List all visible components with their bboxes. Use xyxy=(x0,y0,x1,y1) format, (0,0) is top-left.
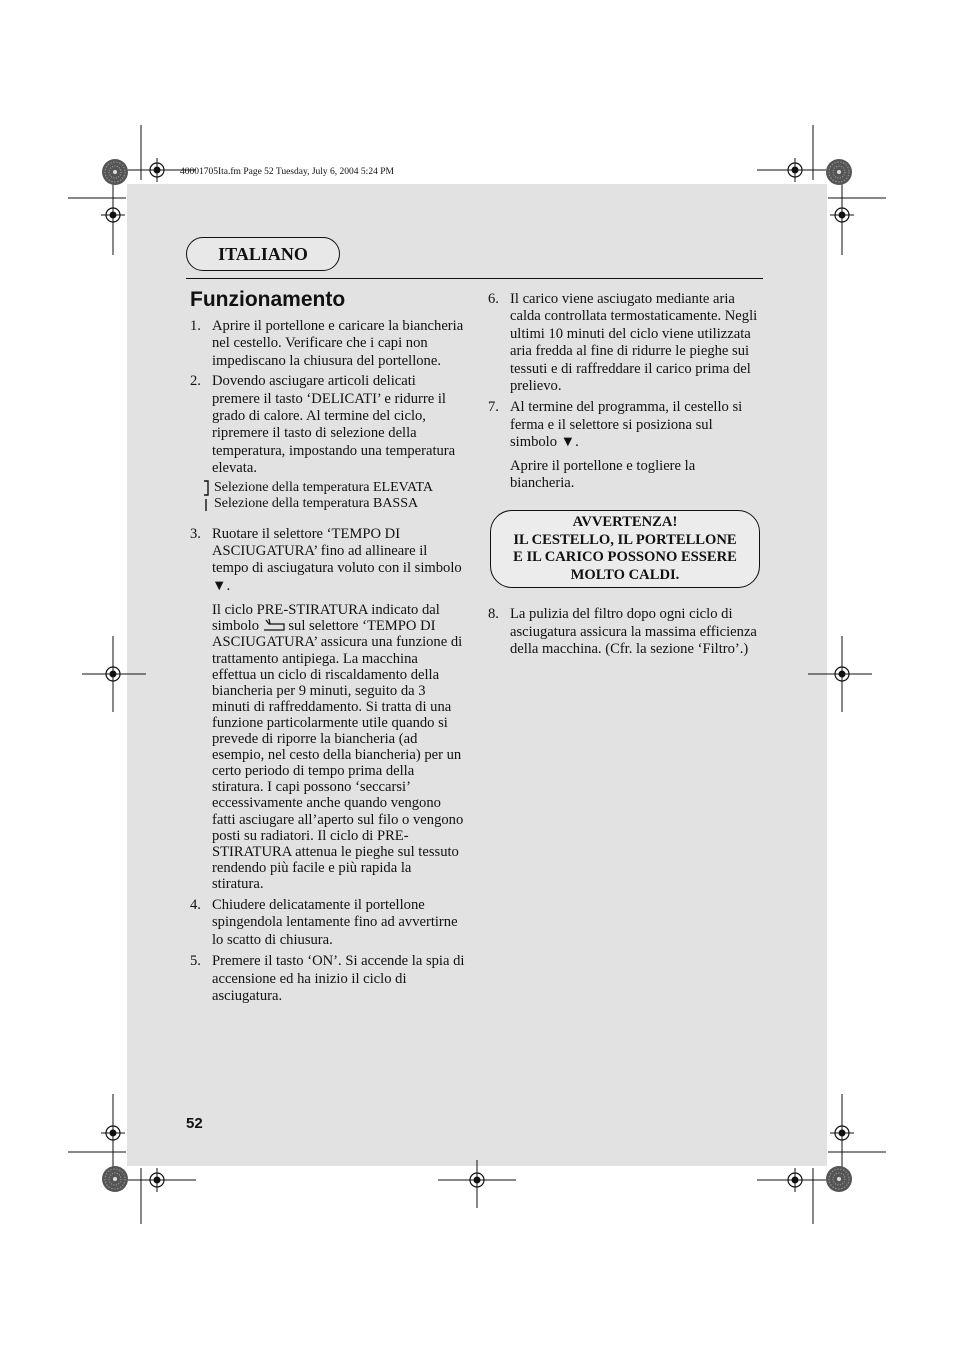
iron-icon xyxy=(263,618,285,632)
list-item: 7. Al termine del programma, il cestello si ferma e il selettore si posiziona sul simbolo ▼. Aprire il portellone e togliere la biancheria. xyxy=(488,399,743,492)
warning-title: AVVERTENZA! xyxy=(572,514,678,531)
section-title: Funzionamento xyxy=(190,288,346,311)
warning-box: AVVERTENZA! IL CESTELLO, IL PORTELLONE E IL CARICO POSSONO ESSERE MOLTO CALDI. xyxy=(490,510,760,588)
list-item: 2. Dovendo asciugare articoli delicati premere il tasto ‘DELICATI’ e ridurre il grado di calore. Al termine del ciclo, ripremere il tasto di selezione della temperatura, impostando una temperatura elevata. xyxy=(190,373,456,477)
header-rule xyxy=(186,278,763,279)
list-item: 1. Aprire il portellone e caricare la biancheria nel cestello. Verificare che i capi non impediscano la chiusura del portellone. xyxy=(190,318,464,369)
legend-high: Selezione della temperatura ELEVATA xyxy=(194,480,465,496)
language-label: ITALIANO xyxy=(186,237,340,271)
list-item: 8. La pulizia del filtro dopo ogni ciclo di asciugatura assicura la massima efficienza della macchina. (Cfr. la sezione ‘Filtro’.) xyxy=(488,606,757,657)
list-item: 6. Il carico viene asciugato mediante aria calda controllata termostaticamente. Negli ultimi 10 minuti del ciclo viene utilizzata aria fredda al fine di ridurre le pieghe sui tessuti e di raffreddare il carico prima del prelievo. xyxy=(488,291,758,395)
legend-low: Selezione della temperatura BASSA xyxy=(194,496,465,512)
left-column xyxy=(190,318,465,1005)
list-item: 4. Chiudere delicatamente il portellone spingendola lentamente fino ad avvertirne lo scatto di chiusura. xyxy=(190,896,458,948)
list-item: 3. Ruotare il selettore ‘TEMPO DI ASCIUGATURA’ fino ad allineare il tempo di asciugatura voluto con il simbolo ▼. Il ciclo PRE-STIRATURA indicato dal simbolo sul selettore ‘TEMPO DI ASCIUGATURA’ assicura una funzione di trattamento antipiega. La macchina effettua un ciclo di riscaldamento della biancheria per 9 minuti, seguito da 3 minuti di raffreddamento. Si tratta di una funzione particolarmente utile quando si prevede di riporre la biancheria (ad esempio, nel cesto della biancheria) per un certo periodo di tempo prima della stiratura. I capi possono ‘seccarsi’ eccessivamente anche quando vengono fatti asciugare all’aperto sul filo o vengono posti su radiatori. Il ciclo di PRE-STIRATURA attenua le pieghe sul tessuto rendendo più facile e più rapida la stiratura. xyxy=(190,525,464,892)
page-number: 52 xyxy=(186,1115,203,1132)
temp-high-icon xyxy=(202,480,210,496)
right-column xyxy=(488,291,763,658)
temp-low-icon xyxy=(202,496,210,512)
list-item: 5. Premere il tasto ‘ON’. Si accende la spia di accensione ed ha inizio il ciclo di asciugatura. xyxy=(190,953,465,1004)
temperature-legend xyxy=(190,480,465,512)
pre-ironing-paragraph: Il ciclo PRE-STIRATURA indicato dal simbolo sul selettore ‘TEMPO DI ASCIUGATURA’ assicura una funzione di trattamento antipiega. La macchina effettua un ciclo di riscaldamento della biancheria per 9 minuti, seguito da 3 minuti di raffreddamento. Si tratta di una funzione particolarmente utile quando si prevede di riporre la biancheria (ad esempio, nel cesto della biancheria) per un certo periodo di tempo prima della stiratura. I capi possono ‘seccarsi’ eccessivamente anche quando vengono fatti asciugare all’aperto sul filo o vengono posti su radiatori. Il ciclo di PRE-STIRATURA attenua le pieghe sul tessuto rendendo più facile e più rapida la stiratura. xyxy=(212,602,464,892)
file-header-meta: 40001705Ita.fm Page 52 Tuesday, July 6, 2004 5:24 PM xyxy=(180,167,394,177)
